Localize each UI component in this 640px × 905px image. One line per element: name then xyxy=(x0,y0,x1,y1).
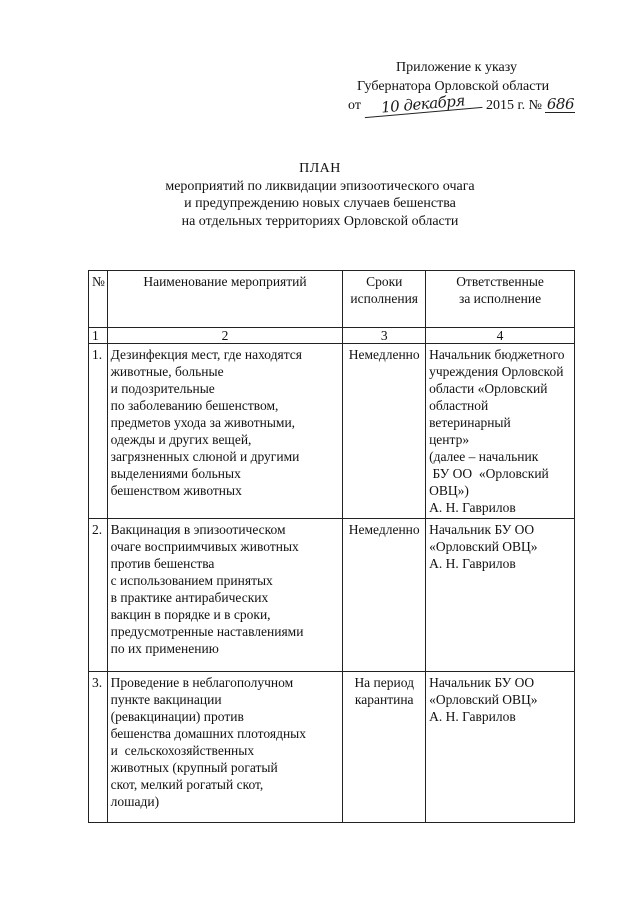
measure-line: в практике антирабических xyxy=(110,590,269,605)
row-number: 2. xyxy=(89,519,108,672)
measure-line: лошади) xyxy=(110,794,160,809)
row-measure xyxy=(107,344,343,519)
measure-line: предметов ухода за животными, xyxy=(110,415,296,430)
term-line: На период xyxy=(354,675,414,690)
row-responsible xyxy=(426,344,575,519)
measure-line: скот, мелкий рогатый скот, xyxy=(110,777,264,792)
measure-line: (ревакцинации) против xyxy=(110,709,244,724)
measure-line: предусмотренные наставлениями xyxy=(110,624,304,639)
responsible-line: области «Орловский xyxy=(429,381,548,396)
document-header xyxy=(340,58,600,115)
responsible-line: ОВЦ») xyxy=(429,483,469,498)
header-term-line: Сроки xyxy=(366,274,403,289)
measure-line: бешенства домашних плотоядных xyxy=(110,726,307,741)
title-line: мероприятий по ликвидации эпизоотического очага xyxy=(165,178,475,194)
measure-line: по их применению xyxy=(110,641,219,656)
row-responsible xyxy=(426,519,575,672)
measure-line: и сельскохозяйственных xyxy=(110,743,255,758)
responsible-line: «Орловский ОВЦ» xyxy=(429,692,538,707)
term-line: Немедленно xyxy=(348,347,420,362)
measure-line: против бешенства xyxy=(110,556,215,571)
header-resp-line: за исполнение xyxy=(458,291,542,306)
responsible-line: А. Н. Гаврилов xyxy=(429,556,516,571)
header-resp xyxy=(426,271,575,328)
row-number: 1. xyxy=(89,344,108,519)
table-row xyxy=(89,672,575,823)
plan-table xyxy=(88,270,575,823)
term-line: карантина xyxy=(354,692,414,707)
measure-line: пункте вакцинации xyxy=(110,692,222,707)
header-resp-line: Ответственные xyxy=(456,274,544,289)
responsible-line: «Орловский ОВЦ» xyxy=(429,539,538,554)
measure-line: с использованием принятых xyxy=(110,573,273,588)
table-row xyxy=(89,519,575,672)
responsible-line: Начальник БУ ОО xyxy=(429,675,535,690)
measure-line: Вакцинация в эпизоотическом xyxy=(110,522,286,537)
row-term xyxy=(343,344,426,519)
title-line: и предупреждению новых случаев бешенства xyxy=(184,196,456,211)
measure-line: животные, больные xyxy=(110,364,224,379)
responsible-line: областной ветеринарный xyxy=(429,398,511,430)
responsible-line: учреждения Орловской xyxy=(429,364,564,379)
responsible-line: БУ ОО «Орловский xyxy=(429,466,549,481)
header-term-line: исполнения xyxy=(350,291,419,306)
measure-line: одежды и других вещей, xyxy=(110,432,252,447)
header-name: Наименование мероприятий xyxy=(107,271,343,328)
responsible-line: А. Н. Гаврилов xyxy=(429,500,516,515)
table-row xyxy=(89,344,575,519)
measure-line: вакцин в порядке и в сроки, xyxy=(110,607,271,622)
measure-line: Дезинфекция мест, где находятся xyxy=(110,347,303,362)
table-header-row xyxy=(89,271,575,328)
measure-line: Проведение в неблагополучном xyxy=(110,675,294,690)
title-line: на отдельных территориях Орловской области xyxy=(181,213,459,229)
column-index: 2 xyxy=(107,328,343,344)
appendix-label: Приложение к указу xyxy=(396,60,517,75)
row-term xyxy=(343,519,426,672)
responsible-line: центр» xyxy=(429,432,470,447)
measure-line: и подозрительные xyxy=(110,381,215,396)
row-number: 3. xyxy=(89,672,108,823)
year-text: 2015 г. № xyxy=(485,98,542,113)
date-prefix: от xyxy=(348,98,361,113)
column-index: 1 xyxy=(89,328,108,344)
handwritten-date: 10 декабря xyxy=(364,92,483,118)
measure-line: животных (крупный рогатый xyxy=(110,760,278,775)
column-index-row xyxy=(89,328,575,344)
column-index: 3 xyxy=(343,328,426,344)
header-num: № xyxy=(89,271,108,328)
issuer-label: Губернатора Орловской области xyxy=(357,79,550,94)
row-measure xyxy=(107,519,343,672)
measure-line: выделениями больных xyxy=(110,466,241,481)
decree-date-line xyxy=(340,91,600,117)
measure-line: по заболеванию бешенством, xyxy=(110,398,279,413)
measure-line: бешенством животных xyxy=(110,483,242,498)
column-index: 4 xyxy=(426,328,575,344)
handwritten-decree-number: 686 xyxy=(546,95,575,113)
responsible-line: (далее – начальник xyxy=(429,449,539,464)
title-main: ПЛАН xyxy=(299,161,341,176)
row-responsible xyxy=(426,672,575,823)
row-term xyxy=(343,672,426,823)
measure-line: очаге восприимчивых животных xyxy=(110,539,299,554)
measure-line: загрязненных слюной и другими xyxy=(110,449,300,464)
row-measure xyxy=(107,672,343,823)
responsible-line: А. Н. Гаврилов xyxy=(429,709,516,724)
term-line: Немедленно xyxy=(348,522,420,537)
responsible-line: Начальник БУ ОО xyxy=(429,522,535,537)
responsible-line: Начальник бюджетного xyxy=(429,347,565,362)
document-title xyxy=(0,160,640,230)
header-term xyxy=(343,271,426,328)
